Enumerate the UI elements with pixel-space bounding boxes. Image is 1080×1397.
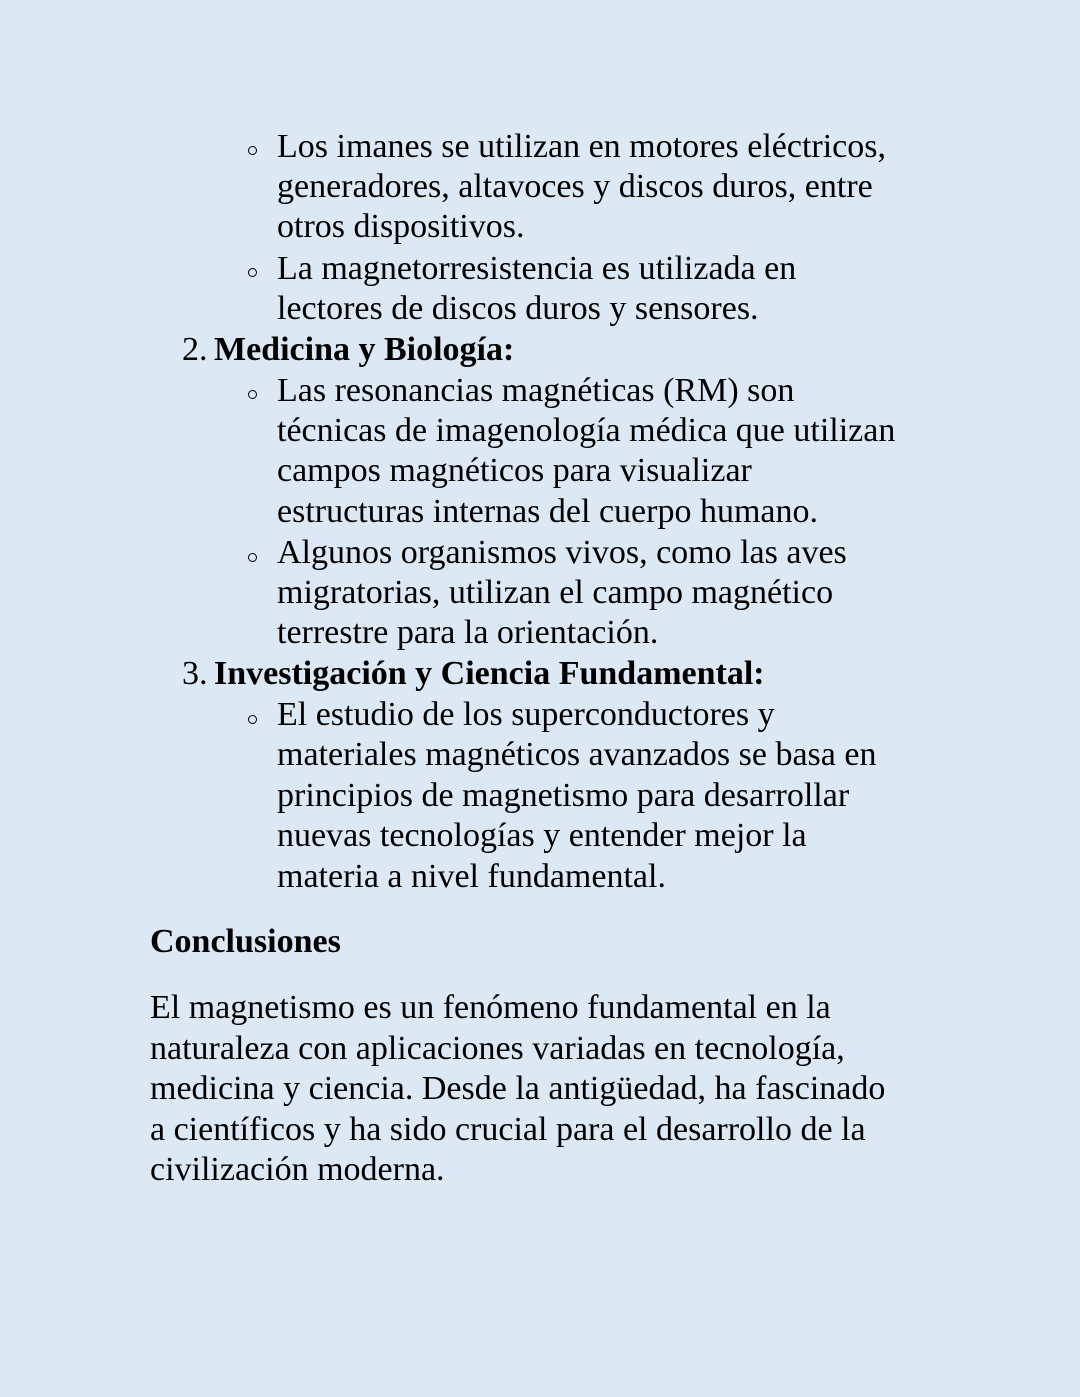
bullet-text-line: El estudio de los superconductores y [277, 696, 775, 733]
bullet-text-line: nuevas tecnologías y entender mejor la [277, 817, 807, 854]
conclusions-text-line: El magnetismo es un fenómeno fundamental en la [150, 989, 831, 1026]
bullet-text-line: lectores de discos duros y sensores. [277, 290, 759, 327]
bullet-text-line: Los imanes se utilizan en motores eléctricos, [277, 128, 886, 165]
conclusions-text-line: naturaleza con aplicaciones variadas en tecnología, [150, 1030, 845, 1067]
section-number: 2. [182, 331, 208, 368]
bullet-text-line: materiales magnéticos avanzados se basa en [277, 736, 877, 773]
bullet-text-line: Algunos organismos vivos, como las aves [277, 534, 847, 571]
bullet-icon [248, 715, 257, 724]
bullet-icon [248, 390, 257, 399]
section-title: Medicina y Biología: [214, 331, 515, 368]
bullet-text-line: estructuras internas del cuerpo humano. [277, 493, 818, 530]
bullet-text-line: Las resonancias magnéticas (RM) son [277, 372, 795, 409]
bullet-text-line: La magnetorresistencia es utilizada en [277, 250, 797, 287]
bullet-icon [248, 553, 257, 562]
bullet-text-line: técnicas de imagenología médica que utilizan [277, 412, 896, 449]
conclusions-text-line: medicina y ciencia. Desde la antigüedad, ha fascinado [150, 1070, 886, 1107]
bullet-text-line: migratorias, utilizan el campo magnético [277, 574, 834, 611]
bullet-icon [248, 268, 257, 277]
bullet-text-line: otros dispositivos. [277, 208, 525, 245]
conclusions-text-line: a científicos y ha sido crucial para el desarrollo de la [150, 1111, 866, 1148]
conclusions-heading: Conclusiones [150, 923, 341, 960]
bullet-text-line: generadores, altavoces y discos duros, entre [277, 168, 873, 205]
section-number: 3. [182, 655, 208, 692]
bullet-icon [248, 146, 257, 155]
section-title: Investigación y Ciencia Fundamental: [214, 655, 765, 692]
conclusions-text-line: civilización moderna. [150, 1151, 445, 1188]
bullet-text-line: principios de magnetismo para desarrollar [277, 777, 850, 814]
bullet-text-line: terrestre para la orientación. [277, 614, 659, 651]
bullet-text-line: campos magnéticos para visualizar [277, 452, 752, 489]
bullet-text-line: materia a nivel fundamental. [277, 858, 666, 895]
